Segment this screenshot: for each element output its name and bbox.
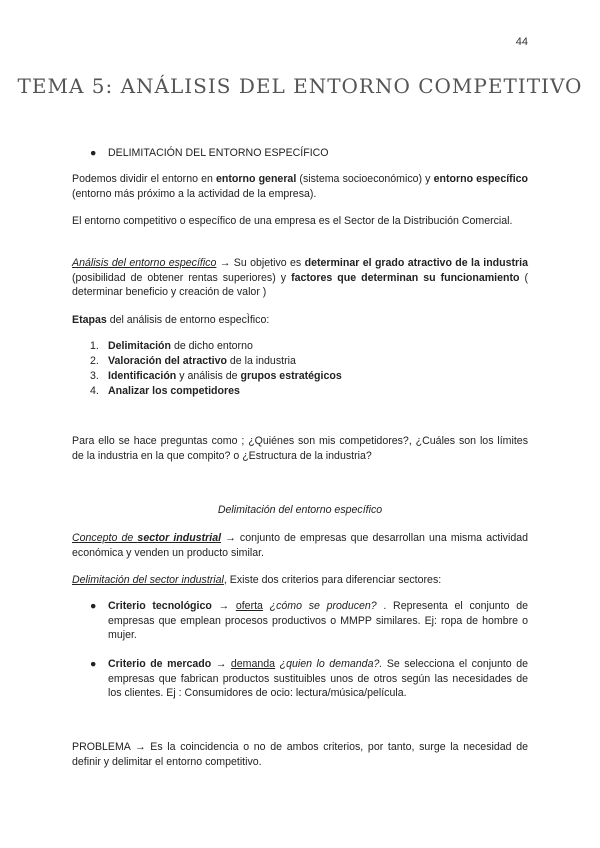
section-heading xyxy=(90,147,329,159)
section-heading-text: DELIMITACIÓN DEL ENTORNO ESPECÍFICO xyxy=(108,147,329,159)
bullet-icon: ● xyxy=(90,147,97,159)
steps-list xyxy=(72,339,342,399)
bullet-icon: ● xyxy=(90,600,97,612)
list-item: 2. Valoración del atractivo de la industria xyxy=(90,355,296,367)
paragraph-sector: El entorno competitivo o específico de una empresa es el Sector de la Distribución Comercial. xyxy=(72,215,513,227)
paragraph-etapas: Etapas del análisis de entorno especÌfico: xyxy=(72,314,270,326)
paragraph-preguntas: Para ello se hace preguntas como ; ¿Quiénes son mis competidores?, ¿Cuáles son los límites de la industria en la que compito? o ¿Estructura de la industria? xyxy=(72,435,528,462)
page-title: TEMA 5: ANÁLISIS DEL ENTORNO COMPETITIVO xyxy=(17,74,583,98)
paragraph-concepto: Concepto de sector industrial → conjunto de empresas que desarrollan una misma actividad económica y venden un producto similar. xyxy=(72,532,529,559)
criteria-list-2 xyxy=(90,657,528,701)
list-item: ● Criterio tecnológico → oferta ¿cómo se producen? . Representa el conjunto de empresas que emplean procesos productivos o MMPP similares. Ej: ropa de hombre o mujer. xyxy=(90,600,529,641)
paragraph-analisis: Análisis del entorno específico → Su objetivo es determinar el grado atractivo de la industria (posibilidad de obtener rentas superiores) y factores que determinan su funcionamiento ( determinar beneficio y creación de valor ) xyxy=(72,257,528,298)
page-number: 44 xyxy=(515,36,528,48)
paragraph-problema: PROBLEMA → Es la coincidencia o no de ambos criterios, por tanto, surge la necesidad de definir y delimitar el entorno competitivo. xyxy=(72,741,528,768)
bullet-icon: ● xyxy=(90,658,97,670)
list-item: 1. Delimitación de dicho entorno xyxy=(90,340,253,352)
list-item: 3. Identificación y análisis de grupos estratégicos xyxy=(90,370,342,382)
list-item: 4. Analizar los competidores xyxy=(90,385,240,397)
paragraph-delimitacion: Delimitación del sector industrial, Existe dos criterios para diferenciar sectores: xyxy=(72,574,442,586)
subheading: Delimitación del entorno específico xyxy=(217,504,383,516)
criteria-list xyxy=(90,599,528,643)
list-item: ● Criterio de mercado → demanda ¿quien lo demanda?. Se selecciona el conjunto de empresas que fabrican productos sustituibles unos de otros según las necesidades de los clientes. Ej : Consumidores de ocio: lectura/música/película. xyxy=(90,658,528,699)
analisis-link: Análisis del entorno específico xyxy=(72,257,217,269)
paragraph-entorno: Podemos dividir el entorno en entorno general (sistema socioeconómico) y entorno específico (entorno más próximo a la actividad de la empresa). xyxy=(72,173,528,200)
